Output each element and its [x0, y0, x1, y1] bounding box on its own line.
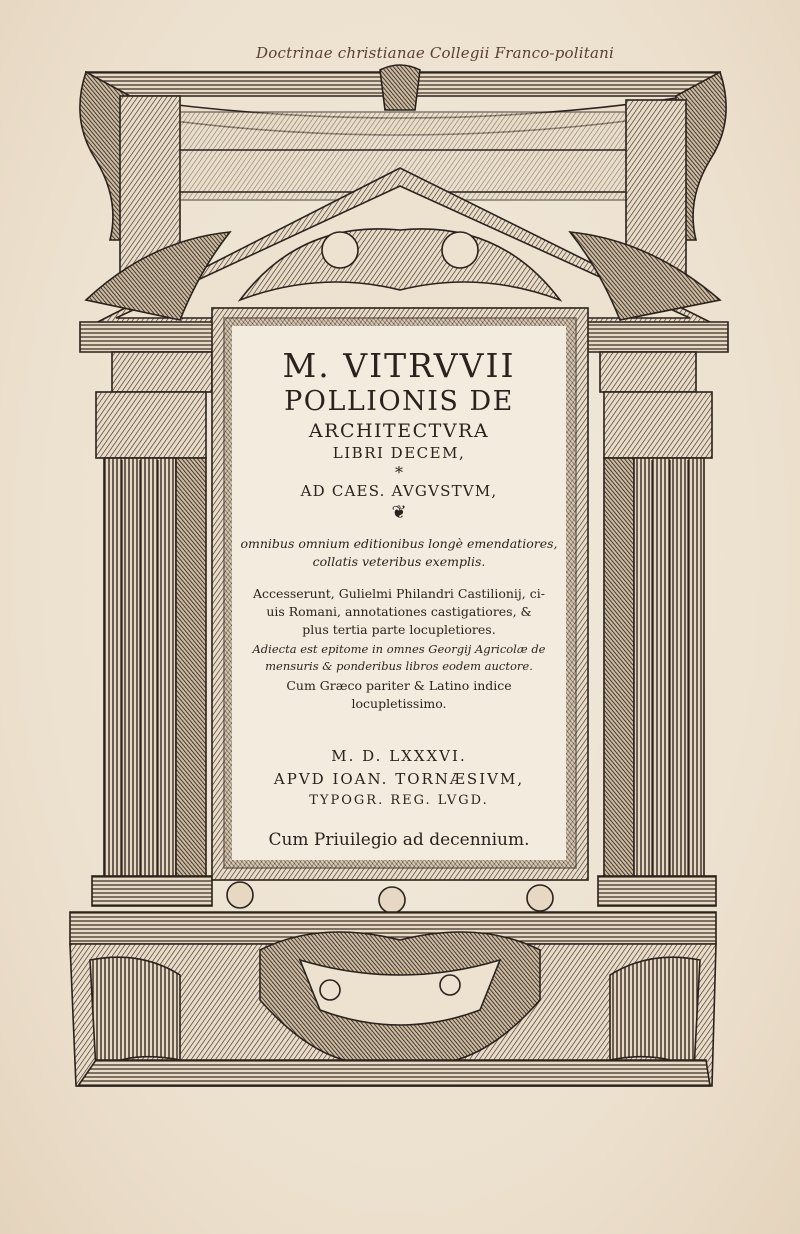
handwritten-ownership-inscription: Doctrinae christianae Collegii Franco-politani	[256, 44, 614, 62]
imprint-date: M. D. LXXXVI.	[331, 747, 467, 765]
imprint-printer: APVD IOAN. TORNÆSIVM,	[273, 770, 525, 788]
body-line-7: locupletissimo.	[351, 696, 447, 711]
title-author: M. VITRVVII	[282, 346, 516, 385]
subtitle-line-1: omnibus omnium editionibus longè emendatiores,	[240, 536, 558, 551]
imprint-place: TYPOGR. REG. LVGD.	[309, 793, 489, 808]
dedication: AD CAES. AVGVSTVM,	[300, 482, 498, 500]
title-author-cont: POLLIONIS DE	[284, 386, 514, 417]
subtitle-line-2: collatis veteribus exemplis.	[312, 554, 486, 569]
privilege-statement: Cum Priuilegio ad decennium.	[268, 830, 530, 850]
title-work: ARCHITECTVRA	[308, 420, 490, 442]
body-line-5: mensuris & ponderibus libros eodem auctore.	[265, 659, 533, 673]
title-books: LIBRI DECEM,	[332, 444, 466, 462]
body-line-3: plus tertia parte locupletiores.	[302, 622, 496, 637]
body-line-2: uis Romani, annotationes castigatiores, &	[266, 604, 532, 619]
title-cartouche	[232, 326, 566, 860]
body-line-1: Accesserunt, Gulielmi Philandri Castilionij, ci-	[253, 586, 545, 601]
body-line-6: Cum Græco pariter & Latino indice	[286, 678, 512, 693]
asterisk-ornament: *	[395, 463, 403, 482]
fleuron-ornament: ❦	[391, 502, 407, 523]
body-line-4: Adiecta est epitome in omnes Georgij Agricolæ de	[252, 642, 546, 656]
